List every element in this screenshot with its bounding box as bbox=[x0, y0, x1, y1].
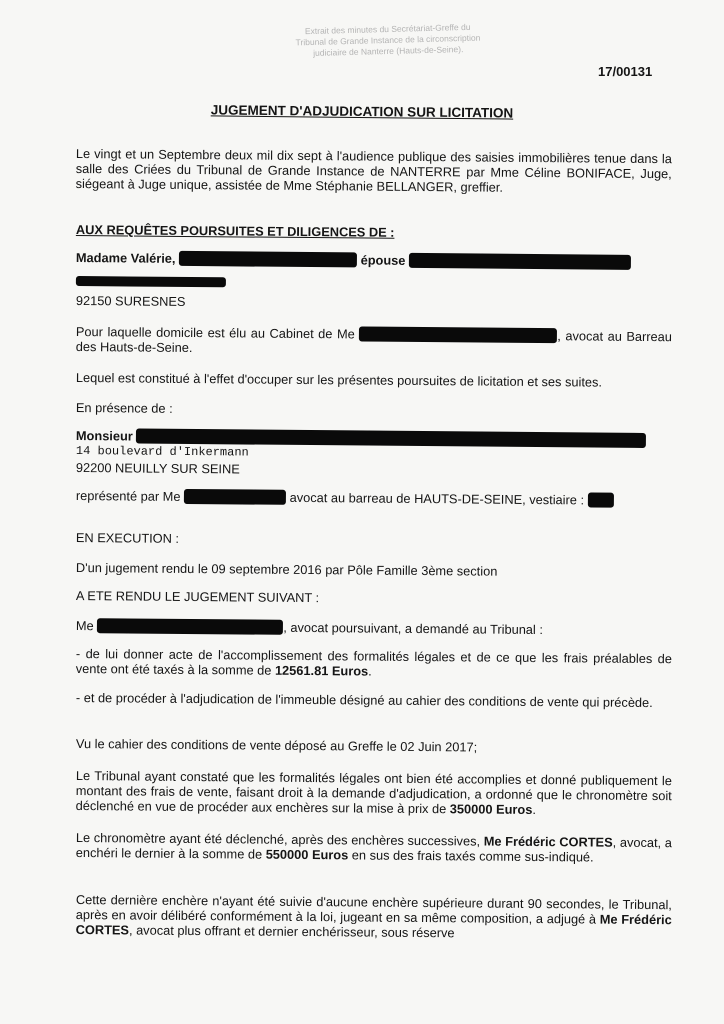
tribunal-text: Le Tribunal ayant constaté que les formalités légales ont bien été accomplies et donné publiquement le montant des frais de vente, faisant droit à la demande d'adjudication, a ordonné que le chronomètre soit déclenché en vue de procéder aux enchères sur la mise à prix de bbox=[75, 768, 672, 817]
intro-paragraph: Le vingt et un Septembre deux mil dix sept à l'audience publique des saisies immobilières tenue dans la salle des Criées du Tribunal de Grande Instance de NANTERRE par Mme Céline BONIFACE, Juge, siégeant à Juge unique, assistée de Mme Stéphanie BELLANGER, greffier. bbox=[75, 146, 672, 195]
chronometre-text: Le chronomètre ayant été déclenché, après des enchères successives, bbox=[75, 830, 481, 849]
rendu-label: A ETE RENDU LE JUGEMENT SUIVANT : bbox=[75, 588, 320, 606]
mise-a-prix-amount: 350000 Euros bbox=[449, 801, 533, 817]
claimant-line bbox=[76, 250, 672, 270]
defendant-address-2: 92200 NEUILLY SUR SEINE bbox=[75, 460, 240, 477]
domicile-paragraph bbox=[76, 324, 672, 359]
case-number: 17/00131 bbox=[598, 64, 653, 79]
claimant-name: Madame Valérie, bbox=[75, 250, 176, 266]
claimant-city: 92150 SURESNES bbox=[75, 293, 186, 309]
request-1 bbox=[76, 646, 672, 681]
domicile-text: , avocat au Barreau des Hauts-de-Seine. bbox=[75, 328, 672, 356]
poursuivant-text: , avocat poursuivant, a demandé au Tribunal : bbox=[283, 619, 543, 638]
defendant-title: Monsieur bbox=[75, 428, 133, 444]
tribunal-end: . bbox=[532, 801, 537, 818]
claimant-address-line bbox=[76, 271, 672, 291]
greffe-stamp bbox=[268, 21, 509, 60]
redaction-bar bbox=[179, 251, 357, 268]
adjudication-amount: 550000 Euros bbox=[265, 846, 349, 863]
stamp-line: Tribunal de Grande Instance de la circonscription bbox=[295, 32, 481, 48]
request-1-end: . bbox=[368, 663, 372, 679]
tribunal-paragraph bbox=[76, 768, 672, 818]
bidder-name: Me Frédéric CORTES bbox=[75, 911, 672, 938]
redaction-bar bbox=[588, 492, 614, 507]
stamp-line: Extrait des minutes du Secrétariat-Greffe du bbox=[304, 21, 471, 37]
defendant-address-1: 14 boulevard d'Inkermann bbox=[75, 444, 249, 460]
derniere-text: , avocat plus offrant et dernier enchérisseur, sous réserve bbox=[128, 922, 455, 941]
redaction-bar bbox=[184, 489, 286, 505]
redaction-bar bbox=[97, 618, 283, 635]
presence-label: En présence de : bbox=[75, 400, 173, 416]
bidder-name: Me Frédéric CORTES bbox=[483, 833, 613, 850]
request-2: - et de procéder à l'adjudication de l'immeuble désigné au cahier des conditions de vente qui précède. bbox=[75, 690, 653, 711]
represente-paragraph bbox=[76, 488, 672, 508]
cahier-paragraph: Vu le cahier des conditions de vente déposé au Greffe le 02 Juin 2017; bbox=[75, 736, 478, 755]
derniere-paragraph bbox=[76, 892, 672, 942]
execution-label: EN EXECUTION : bbox=[75, 530, 180, 546]
redaction-bar bbox=[359, 326, 557, 343]
domicile-text: Pour laquelle domicile est élu au Cabinet de Me bbox=[75, 324, 355, 342]
chronometre-paragraph bbox=[76, 830, 672, 865]
chronometre-text: en sus des frais taxés comme sus-indiqué. bbox=[351, 847, 594, 865]
derniere-text: Cette dernière enchère n'ayant été suivie d'aucune enchère supérieure durant 90 secondes, le Tribunal, après en avoir délibéré conformément à la loi, jugeant en sa même composition, a adjugé à bbox=[75, 892, 672, 927]
request-1-text: - de lui donner acte de l'accomplissement des formalités légales et de ce que les frais préalables de vente ont été taxés à la somme de bbox=[75, 646, 672, 678]
constitue-paragraph: Lequel est constitué à l'effet d'occuper sur les présentes poursuites de licitation et ses suites. bbox=[75, 370, 603, 390]
redaction-bar bbox=[76, 276, 226, 287]
document-title: JUGEMENT D'ADJUDICATION SUR LICITATION bbox=[210, 102, 514, 121]
request-1-amount: 12561.81 Euros bbox=[274, 662, 369, 679]
poursuivant-paragraph bbox=[76, 618, 672, 638]
stamp-line: judiciaire de Nanterre (Hauts-de-Seine). bbox=[313, 44, 464, 58]
represente-text: représenté par Me bbox=[75, 488, 181, 504]
represente-text: avocat au barreau de HAUTS-DE-SEINE, vestiaire : bbox=[289, 489, 585, 508]
chronometre-text: , avocat, a enchéri le dernier à la somme de bbox=[75, 834, 672, 862]
poursuivant-me: Me bbox=[75, 618, 94, 634]
redaction-bar bbox=[409, 253, 631, 270]
claimant-epouse: épouse bbox=[360, 252, 406, 268]
requetes-heading: AUX REQUÊTES POURSUITES ET DILIGENCES DE : bbox=[75, 222, 395, 240]
jugement-rendu: D'un jugement rendu le 09 septembre 2016 par Pôle Famille 3ème section bbox=[75, 560, 498, 579]
